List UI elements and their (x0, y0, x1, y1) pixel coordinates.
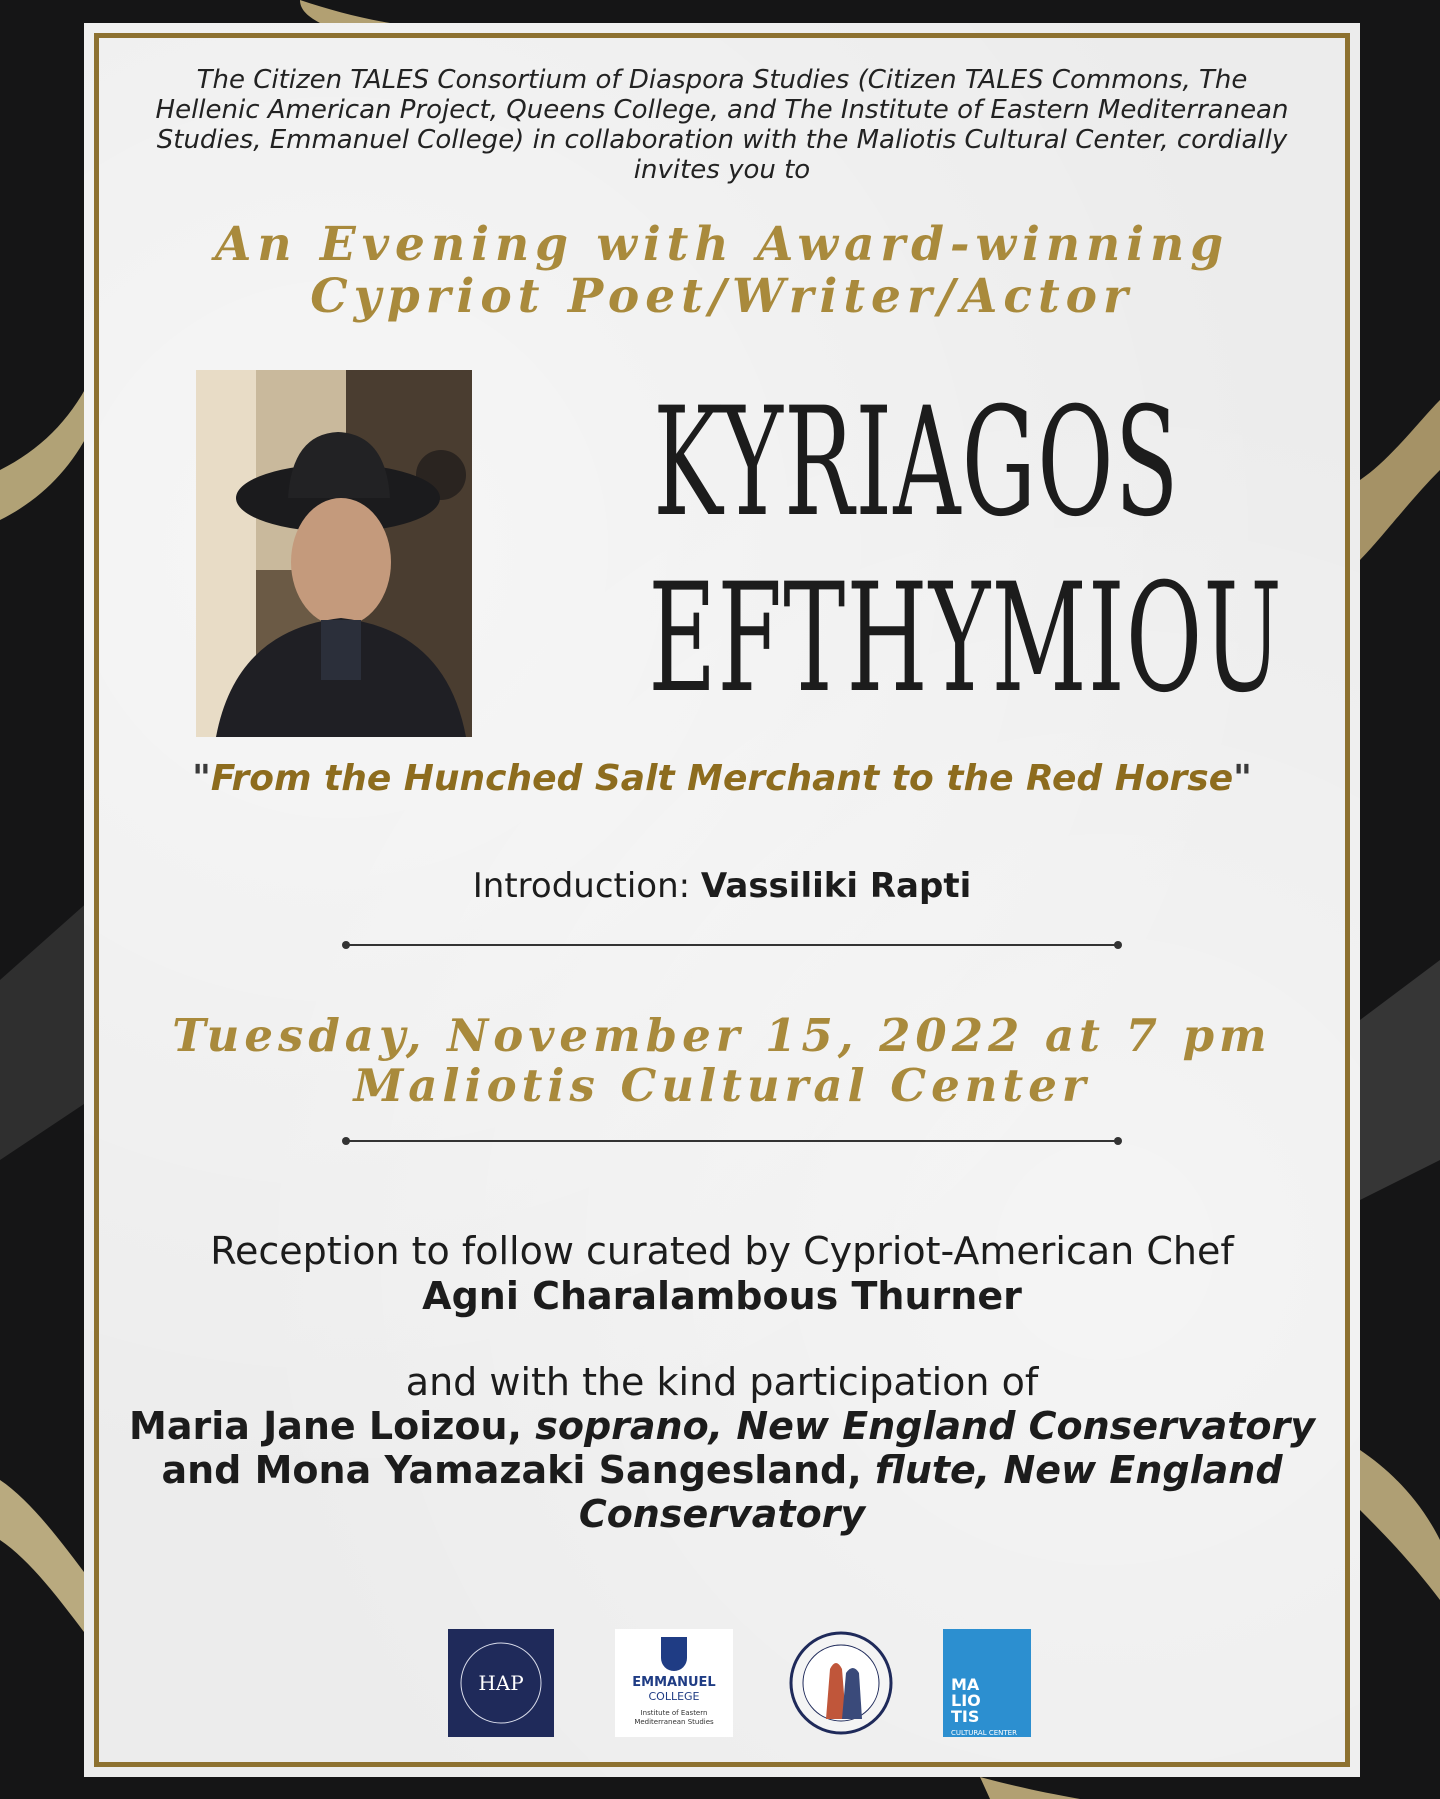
emmanuel-shield-icon (661, 1637, 687, 1671)
sponsor-logos (84, 1629, 1360, 1749)
poet-photo (196, 370, 472, 737)
performer-2-name: and Mona Yamazaki Sangesland, (161, 1448, 875, 1492)
introduction-line (124, 866, 1320, 906)
reception-chef: Agni Charalambous Thurner (422, 1274, 1022, 1318)
participation-intro: and with the kind participation of (405, 1360, 1039, 1404)
event-details (124, 1011, 1320, 1111)
performer-1-name: Maria Jane Loizou, (129, 1404, 536, 1448)
maliotis-sub: CULTURAL CENTER (951, 1729, 1017, 1737)
reading-title (124, 758, 1320, 799)
maliotis-logo (943, 1629, 1031, 1737)
reading-title-text: From the Hunched Salt Merchant to the Red Horse (210, 758, 1234, 799)
event-datetime: Tuesday, November 15, 2022 at 7 pm (172, 1009, 1272, 1062)
poet-name-line-1: KYRIAGOS (653, 376, 1180, 550)
introduction-speaker: Vassiliki Rapti (700, 866, 972, 906)
divider-bottom (346, 1140, 1118, 1142)
citizen-tales-logo (786, 1629, 896, 1737)
poet-name (484, 375, 1349, 727)
event-tagline (124, 219, 1320, 323)
maliotis-name-1: MA (951, 1675, 980, 1694)
quote-close: " (1233, 758, 1252, 799)
hap-logo-text: HAP (478, 1671, 524, 1695)
reception-text: Reception to follow curated by Cypriot-American Chef (210, 1229, 1234, 1273)
tagline-line-1: An Evening with Award-winning (214, 217, 1230, 272)
performer-2-role: flute, New England Conservatory (578, 1448, 1283, 1536)
emmanuel-institute: Institute of Eastern Mediterranean Studies (634, 1709, 714, 1726)
emmanuel-college-logo (615, 1629, 733, 1737)
citizen-tales-seal-icon (786, 1629, 896, 1737)
emmanuel-college-word: COLLEGE (648, 1690, 700, 1703)
hap-logo (448, 1629, 554, 1737)
poet-name-line-2: EFTHYMIOU (648, 552, 1284, 726)
divider-top (346, 944, 1118, 946)
intro-text: The Citizen TALES Consortium of Diaspora Studies (Citizen TALES Commons, The Hellenic American Project, Queens College, and The Institute of Eastern Mediterranean Studies, Emmanuel College) in collaboration with the Maliotis Cultural Center, cordially invites you to (155, 65, 1289, 185)
participation-info (124, 1360, 1320, 1536)
event-venue: Maliotis Cultural Center (353, 1059, 1091, 1112)
maliotis-name-3: TIS (951, 1707, 980, 1726)
tagline-line-2: Cypriot Poet/Writer/Actor (310, 269, 1134, 324)
emmanuel-name: EMMANUEL (632, 1675, 716, 1690)
poet-portrait-image (196, 370, 472, 737)
maliotis-name-2: LIO (951, 1691, 981, 1710)
performers (124, 1404, 1320, 1536)
introduction-label: Introduction: (472, 866, 701, 906)
invitation-card (84, 23, 1360, 1777)
reception-info (124, 1229, 1320, 1319)
quote-open: " (192, 758, 211, 799)
performer-1-role: soprano, New England Conservatory (535, 1404, 1315, 1448)
